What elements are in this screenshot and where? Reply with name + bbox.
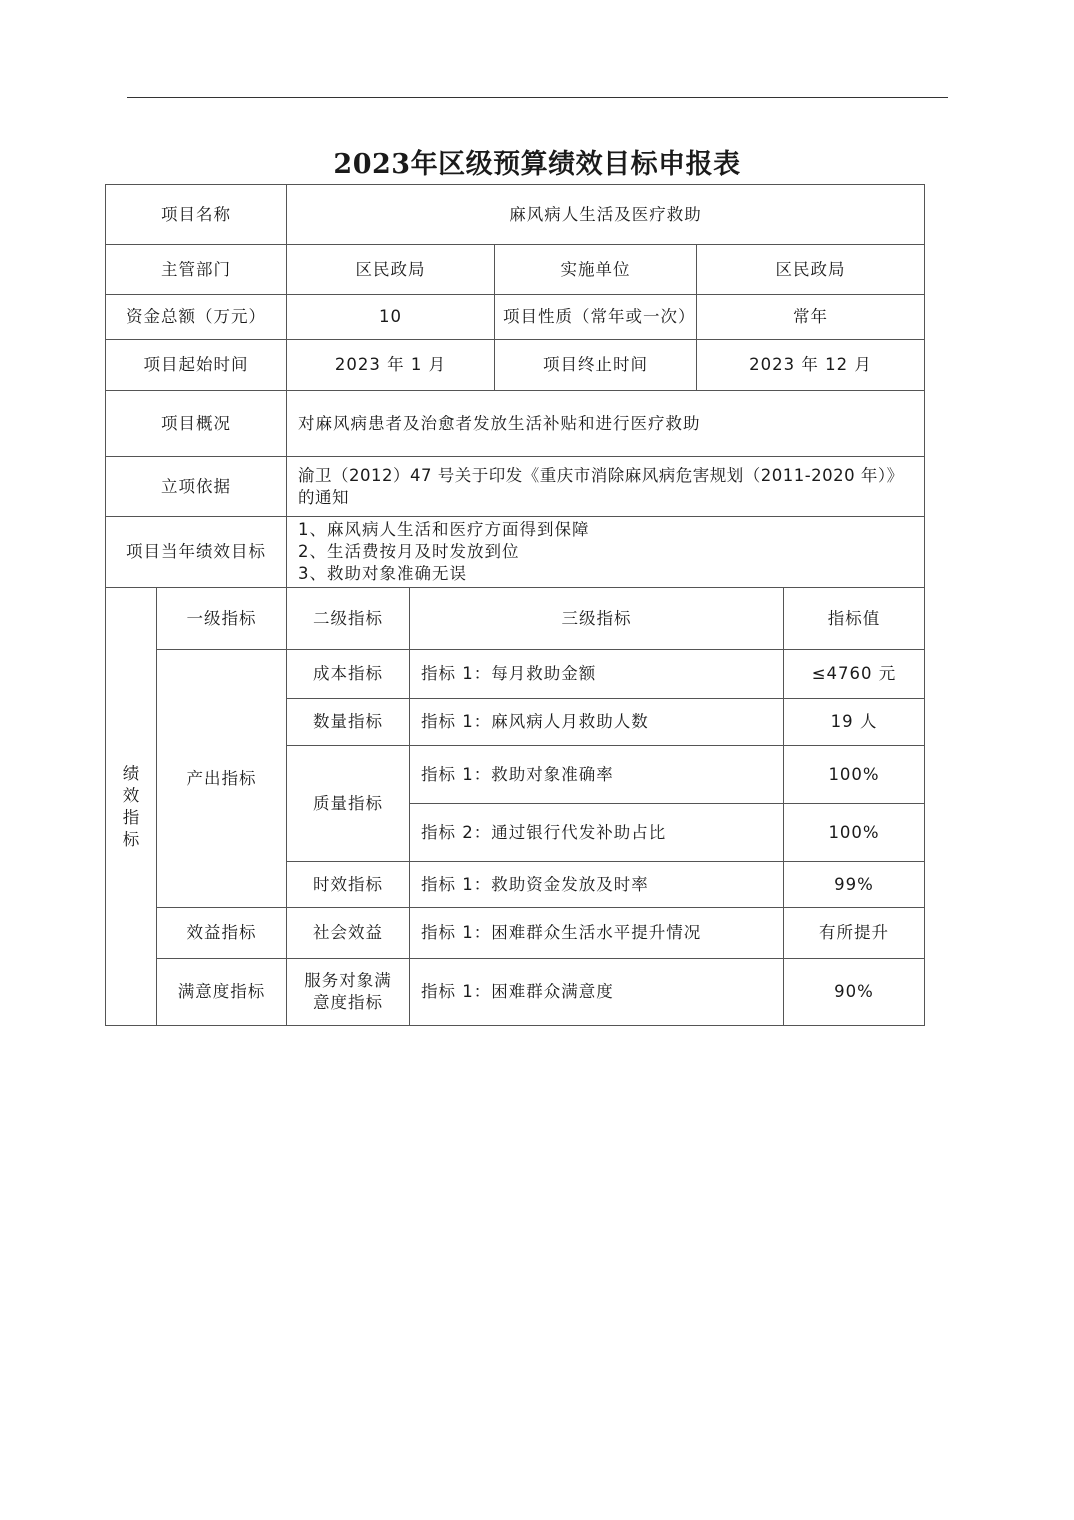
section-label-text: 绩效指标 (122, 763, 141, 849)
item-social-benefit: 指标 1：困难群众生活水平提升情况 (410, 908, 784, 959)
item-satisfaction: 指标 1：困难群众满意度 (410, 959, 784, 1026)
value-goals (287, 517, 925, 588)
row-overview (106, 391, 925, 457)
item-timeliness-indicator: 指标 1：救助资金发放及时率 (410, 862, 784, 908)
row-goals (106, 517, 925, 588)
item-quality-indicator-2: 指标 2：通过银行代发补助占比 (410, 804, 784, 862)
label-satisfaction-indicators: 满意度指标 (157, 959, 287, 1026)
row-cost-indicator (106, 650, 925, 699)
label-performance-indicators (106, 588, 157, 1026)
value-timeliness-indicator: 99% (784, 862, 925, 908)
row-satisfaction-indicator (106, 959, 925, 1026)
header-value: 指标值 (784, 588, 925, 650)
value-satisfaction: 90% (784, 959, 925, 1026)
value-start-time: 2023 年 1 月 (287, 340, 495, 391)
row-basis (106, 457, 925, 517)
header-level1: 一级指标 (157, 588, 287, 650)
label-total-funds: 资金总额（万元） (106, 295, 287, 340)
row-funds (106, 295, 925, 340)
value-cost-indicator: ≤4760 元 (784, 650, 925, 699)
item-quantity-indicator: 指标 1：麻风病人月救助人数 (410, 699, 784, 746)
goal-line-3: 3、救助对象准确无误 (298, 564, 467, 583)
label-timeliness-indicator: 时效指标 (287, 862, 410, 908)
label-basis: 立项依据 (106, 457, 287, 517)
header-level3: 三级指标 (410, 588, 784, 650)
value-social-benefit: 有所提升 (784, 908, 925, 959)
value-department: 区民政局 (287, 245, 495, 295)
goal-line-1: 1、麻风病人生活和医疗方面得到保障 (298, 520, 590, 539)
value-basis: 渝卫（2012）47 号关于印发《重庆市消除麻风病危害规划（2011-2020 年）》的通知 (287, 457, 925, 517)
row-project-name (106, 185, 925, 245)
header-level2: 二级指标 (287, 588, 410, 650)
label-social-benefit: 社会效益 (287, 908, 410, 959)
value-overview: 对麻风病患者及治愈者发放生活补贴和进行医疗救助 (287, 391, 925, 457)
label-benefit-indicators: 效益指标 (157, 908, 287, 959)
item-cost-indicator: 指标 1：每月救助金额 (410, 650, 784, 699)
header-rule (127, 97, 948, 98)
value-quality-indicator-1: 100% (784, 746, 925, 804)
document-title: 2023年区级预算绩效目标申报表 (333, 149, 741, 180)
goal-line-2: 2、生活费按月及时发放到位 (298, 542, 520, 561)
row-benefit-indicator (106, 908, 925, 959)
row-department (106, 245, 925, 295)
label-project-nature: 项目性质（常年或一次） (495, 295, 697, 340)
label-quantity-indicator: 数量指标 (287, 699, 410, 746)
value-quantity-indicator: 19 人 (784, 699, 925, 746)
value-quality-indicator-2: 100% (784, 804, 925, 862)
label-output-indicators: 产出指标 (157, 650, 287, 908)
value-project-name: 麻风病人生活及医疗救助 (287, 185, 925, 245)
label-end-time: 项目终止时间 (495, 340, 697, 391)
label-service-satisfaction: 服务对象满意度指标 (287, 959, 410, 1026)
label-cost-indicator: 成本指标 (287, 650, 410, 699)
value-end-time: 2023 年 12 月 (697, 340, 925, 391)
value-total-funds: 10 (287, 295, 495, 340)
item-quality-indicator-1: 指标 1：救助对象准确率 (410, 746, 784, 804)
label-start-time: 项目起始时间 (106, 340, 287, 391)
label-quality-indicator: 质量指标 (287, 746, 410, 862)
value-implementing-unit: 区民政局 (697, 245, 925, 295)
label-implementing-unit: 实施单位 (495, 245, 697, 295)
performance-target-form (105, 184, 925, 1026)
label-overview: 项目概况 (106, 391, 287, 457)
row-time (106, 340, 925, 391)
value-project-nature: 常年 (697, 295, 925, 340)
row-indicator-headers (106, 588, 925, 650)
label-goals: 项目当年绩效目标 (106, 517, 287, 588)
label-project-name: 项目名称 (106, 185, 287, 245)
label-department: 主管部门 (106, 245, 287, 295)
